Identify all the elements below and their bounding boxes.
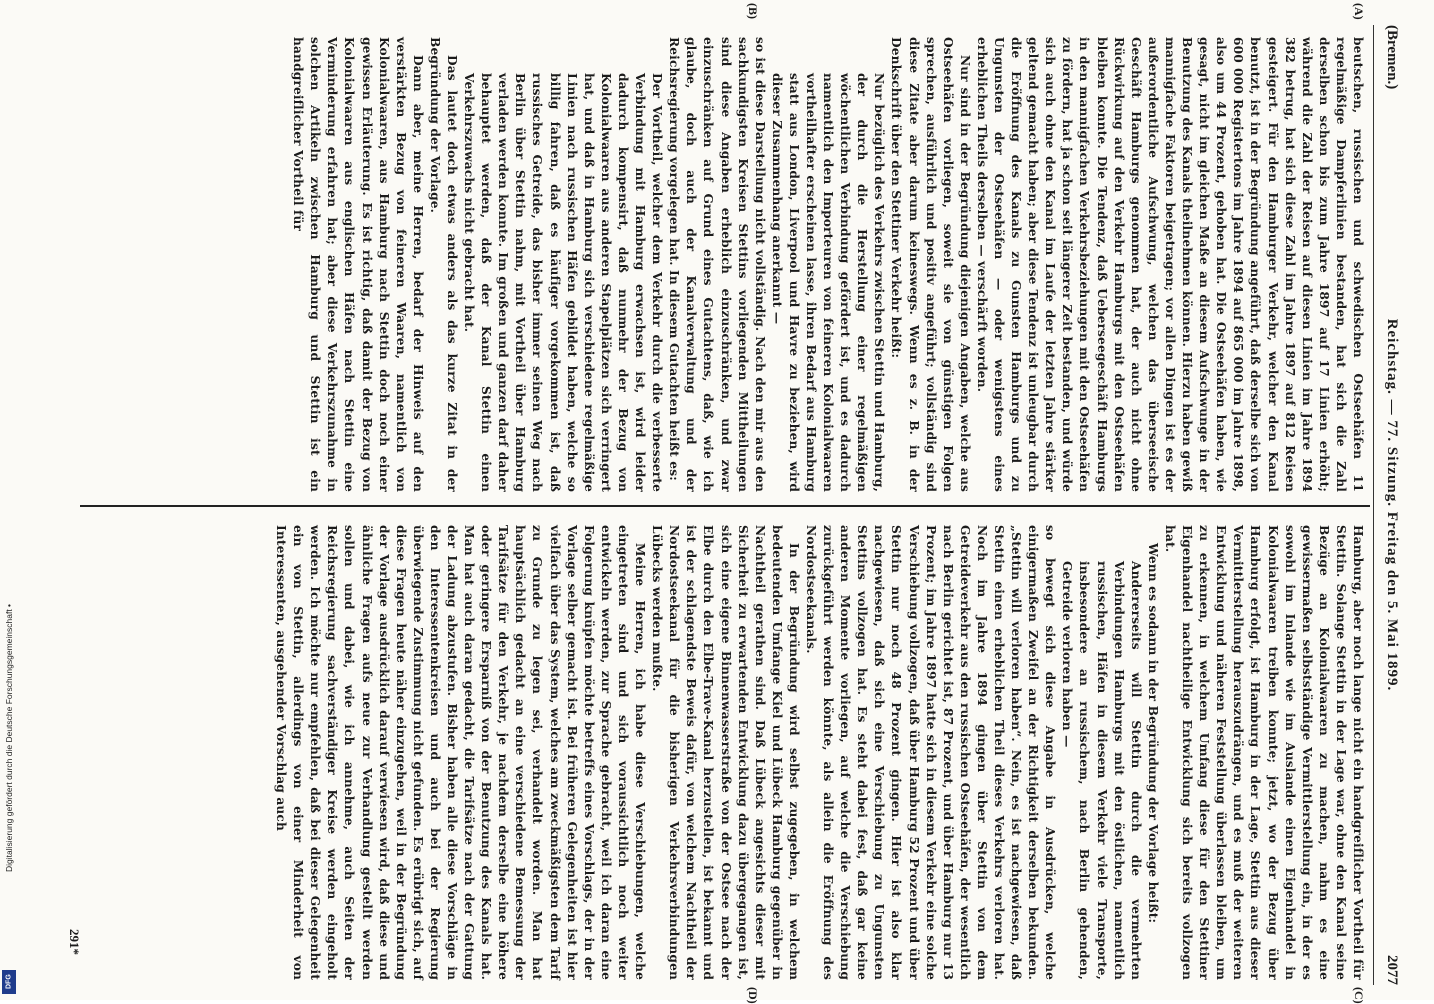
digitization-credit: Digitalisierung gefördert durch die Deutsche Forschungsgemeinschaft •: [4, 604, 14, 873]
paragraph: so ist diese Darstellung nicht vollständig. Nach den mir aus den sachkundigsten Kreisen Stettins vorliegenden Mittheilungen sind diese Angaben erheblich einzuschränken, und zwar einzuschränken auf Grund eines Gutachtens, daß, wie ich glaube, doch auch der Kanalverwaltung und der Reichsregierung vorgelegen hat. In diesem Gutachten heißt es:: [667, 37, 767, 492]
right-text-column: [272, 525, 1366, 980]
margin-marker-d: (D): [746, 987, 760, 1004]
column-divider: [80, 505, 1370, 507]
paragraph: Das lautet doch etwas anders als das kurze Zitat in der Begründung der Vorlage.: [427, 37, 460, 492]
paragraph: Andererseits will Stettin durch die vermehrten Verbindungen Hamburgs mit den östlichen, namentlich russischen, Häfen in diesem Verkehr viele Transporte, insbesondere an russischem, nach Berlin gehenden, Getreide verloren haben —: [1060, 561, 1143, 980]
paragraph: Wenn es sodann in der Begründung der Vorlage heißt:: [1145, 543, 1160, 924]
header-title: Reichstag. — 77. Sitzung. Freitag den 5. Mai 1899.: [1384, 318, 1400, 692]
left-text-column: [289, 37, 1366, 492]
paragraph: Nur bezüglich des Verkehrs zwischen Stettin und Hamburg, der durch die Herstellung einer regelmäßigen wöchentlichen Verbindung gefördert ist, und es dadurch namentlich den Importeuren von feineren Kolonialwaaren vortheilhafter erscheinen lasse, ihren Bedarf aus Hamburg statt aus London, Liverpool und Havre zu beziehen, wird dieser Zusammenhang anerkannt —: [769, 73, 887, 492]
header-left: (Bremen.): [1384, 25, 1400, 90]
paragraph: Meine Herren, ich habe diese Verschiebungen, welche eingetreten sind und sich voraussichtlich noch weiter entwickeln werden, zur Sprache gebracht, weil ich daran eine Folgerung knüpfen möchte betreffs eines Vorschlags, der in der Vorlage selber gemacht ist. Bei früheren Gelegenheiten ist hier vielfach über das System, welches am zweckmäßigsten dem Tarif zu Grunde zu legen sei, verhandelt worden. Man hat hauptsächlich gedacht an eine verschiedene Bemessung der Tarifsätze für den Verkehr, je nachdem derselbe eine höhere oder geringere Ersparniß von der Benutzung des Kanals hat. Man hat auch daran gedacht, die Tarifsätze nach der Gattung der Ladung abzustufen. Bisher haben alle diese Vorschläge in den Interessentenkreisen und auch bei der Regierung überwiegende Zustimmung nicht gefunden. Es erübrigt sich, auf diese Fragen heute näher einzugehen, weil in der Begründung der Vorlage ausdrücklich darauf verwiesen wird, daß diese und ähnliche Fragen aufs neue zur Verhandlung gestellt werden sollen und dabei, wie ich annehme, auch Seiten der Reichsregierung sachverständiger Kreise werden eingeholt werden. Ich möchte nur empfehlen, daß bei dieser Gelegenheit ein von Stettin, allerdings von einer Minderheit von Interessenten, ausgehender Vorschlag auch: [274, 525, 648, 980]
header-rule: [1373, 25, 1374, 985]
paragraph: beutschen, russischen und schwedischen Ostseehäfen 11 regelmäßige Dampferlinien bestanden, hat sich die Zahl derselben schon bis zum Jahre 1897 auf 17 Linien erhöht; während die Zahl der Reisen auf diesen Linien im Jahre 1894 382 betrug, hat sich diese Zahl im Jahre 1897 auf 812 Reisen gesteigert. Für den Hamburger Verkehr, welcher den Kanal benutzt, ist in der Begründung angeführt, daß derselbe sich von 600 000 Registertons im Jahre 1894 auf 865 000 im Jahre 1898, also um 44 Prozent, gehoben hat. Die Ostseehäfen haben, wie gesagt, nicht im gleichen Maße an diesem Aufschwunge in der Benutzung des Kanals theilnehmen können. Hierzu haben gewiß mannigfache Faktoren beigetragen; vor allen Dingen ist es der außerordentliche Aufschwung, welchen das überseeische Geschäft Hamburgs genommen hat, der auch nicht ohne Rückwirkung auf den Verkehr Hamburgs mit den Ostseehäfen bleiben konnte. Die Tendenz, daß Ueberseegeschäft Hamburgs in den mannigfachen Verkehrsbeziehungen mit den Ostseehäfen zu fördern, hat ja schon seit längerer Zeit bestanden, und würde sich auch ohne den Kanal im Laufe der letzten Jahre stärker geltend gemacht haben; aber diese Tendenz ist unleugbar durch die Eröffnung des Kanals zu Gunsten Hamburgs und zu Ungunsten der Ostseehäfen — oder wenigstens eines erheblichen Theils derselben — verschärft worden.: [974, 37, 1365, 492]
margin-marker-b: (B): [746, 3, 760, 19]
page-number: 2077: [1384, 955, 1400, 985]
signature-mark: 291*: [67, 929, 82, 955]
paragraph: so bewegt sich diese Angabe in Ausdrücken, welche einigermaßen Zweifel an der Richtigkeit derselben bekunden. „Stettin will verloren haben“. Nein, es ist nachgewiesen, daß Stettin einen erheblichen Theil dieses Verkehrs verloren hat. Noch im Jahre 1894 gingen über Stettin von dem Getreideverkehr aus den russischen Ostseehäfen, der wesentlich nach Berlin gerichtet ist, 87 Prozent, und über Hamburg nur 13 Prozent; im Jahre 1897 hatte sich in diesem Verkehr eine solche Verschiebung vollzogen, daß über Hamburg 52 Prozent und über Stettin nur noch 48 Prozent gingen. Hier ist also klar nachgewiesen, daß sich eine Verschiebung zu Ungunsten Stettins vollzogen hat. Es steht dabei fest, daß gar keine anderen Momente vorliegen, auf welche die Verschiebung zurückgeführt werden könnte, als allein die Eröffnung des Nordostseekanals.: [804, 525, 1058, 980]
rotated-page-content: [60, 3, 1400, 1004]
paragraph: Dann aber, meine Herren, bedarf der Hinweis auf den verstärkten Bezug von feineren Waaren, namentlich von Kolonialwaaren, aus Hamburg nach Stettin doch noch einer gewissen Erläuterung. Es ist richtig, daß damit der Bezug von Kolonialwaaren aus englischen Häfen nach Stettin eine Verminderung erfahren hat; aber diese Verkehrszunahme in solchen Artikeln zwischen Hamburg und Stettin ist ein handgreiflicher Vortheil für: [291, 37, 425, 492]
page-header: [1376, 25, 1400, 985]
paragraph: Der Vortheil, welcher dem Verkehr durch die verbesserte Verbindung mit Hamburg erwachsen ist, wird leider dadurch kompensirt, daß nunmehr der Bezug von Kolonialwaaren aus anderen Stapelplätzen sich verringert hat, und daß in Hamburg sich verschiedene regelmäßige Linien nach russischen Häfen gebildet haben, welche so billig fahren, daß es häufiger vorgekommen ist, daß russisches Getreide, das bisher immer seinen Weg nach Berlin über Stettin nahm, mit Vortheil über Hamburg verladen werden konnte. Im großen und ganzen darf daher behauptet werden, daß der Kanal Stettin einen Verkehrszuwachs nicht gebracht hat.: [462, 73, 665, 492]
paragraph: Hamburg, aber noch lange nicht ein handgreiflicher Vortheil für Stettin. Solange Stettin in der Lage war, ohne den Kanal seine Bezüge an Kolonialwaaren zu machen, nahm es eine gewissermaßen selbstständige Vermittlerstellung ein, in der es sowohl im Inlande wie im Auslande einen Eigenhandel in Kolonialwaaren treiben konnte; jetzt, wo der Bezug über Hamburg erfolgt, ist Hamburg in der Lage, Stettin aus dieser Vermittlerstellung herauszudrängen, und es muß der weiteren Entwicklung und näheren Feststellung überlassen bleiben, um zu erkennen, in welchem Umfang diese für den Stettiner Eigenhandel nachtheilige Entwicklung sich bereits vollzogen hat.: [1162, 525, 1365, 980]
margin-marker-c: (C): [1352, 987, 1366, 1004]
paragraph: Nur sind in der Begründung diejenigen Angaben, welche aus Ostseehäfen vorliegen, soweit sie von günstigen Folgen sprechen, ausführlich und positiv angeführt; vollständig sind diese Zitate aber darum keineswegs. Wenn es z. B. in der Denkschrift über den Stettiner Verkehr heißt:: [889, 37, 972, 492]
margin-marker-a: (A): [1352, 3, 1366, 20]
paragraph: In der Begründung wird selbst zugegeben, in welchem bedeutenden Umfange Kiel und Lübeck Hamburg gegenüber in Nachtheil gerathen sind. Daß Lübeck angesichts dieser mit Sicherheit zu erwartenden Entwicklung dazu übergegangen ist, sich eine eigene Binnenwasserstraße von der Ostsee nach der Elbe durch den Elbe-Trave-Kanal herzustellen, ist bekannt und ist der schlagendste Beweis dafür, von welchem Nachtheil der Nordostseekanal für die bisherigen Verkehrsverbindungen Lübecks werden mußte.: [650, 525, 801, 980]
dfg-logo-icon: DFG: [2, 970, 16, 994]
